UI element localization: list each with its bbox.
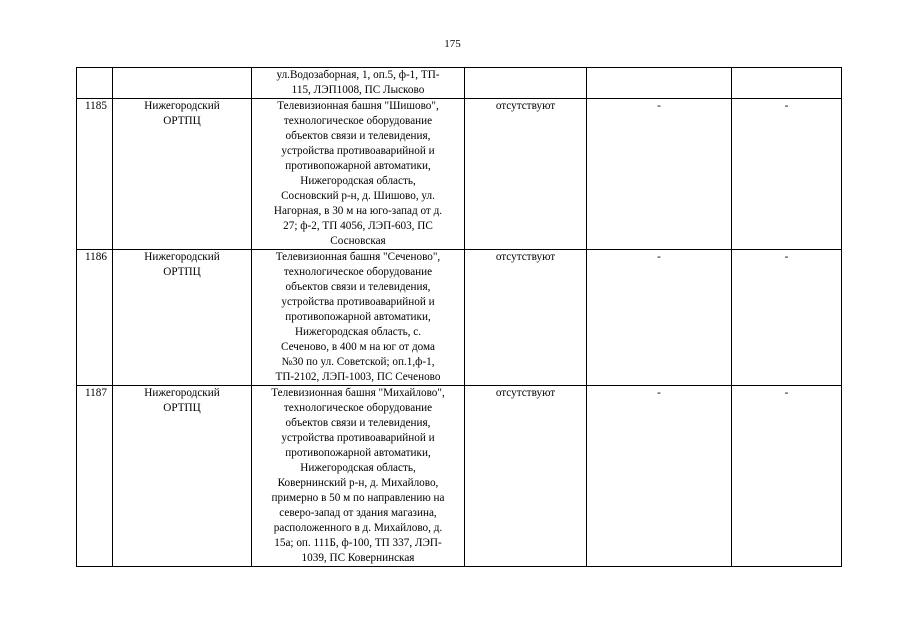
row-number [77, 68, 113, 99]
row-number: 1186 [77, 250, 113, 386]
value-cell: - [732, 99, 842, 250]
description-cell: ул.Водозаборная, 1, оп.5, ф-1, ТП- 115, ЛЭП1008, ПС Лысково [252, 68, 465, 99]
status-cell: отсутствуют [465, 99, 587, 250]
description-cell: Телевизионная башня "Михайлово", технологическое оборудование объектов связи и телевидения, устройства противоаварийной и противопожарной автоматики, Нижегородская область, Ковернинский р-н, д. Михайлово, примерно в 50 м по направлению на северо-запад от здания магазина, расположенного в д. Михайлово, д. 15а; оп. 111Б, ф-100, ТП 337, ЛЭП- 1039, ПС Ковернинская [252, 386, 465, 567]
value-cell: - [732, 250, 842, 386]
value-cell [587, 68, 732, 99]
row-number: 1187 [77, 386, 113, 567]
description-cell: Телевизионная башня "Сеченово", технологическое оборудование объектов связи и телевидения, устройства противоаварийной и противопожарной автоматики, Нижегородская область, с. Сеченово, в 400 м на юг от дома №30 по ул. Советской; оп.1,ф-1, ТП-2102, ЛЭП-1003, ПС Сеченово [252, 250, 465, 386]
row-number: 1185 [77, 99, 113, 250]
status-cell: отсутствуют [465, 250, 587, 386]
value-cell: - [587, 386, 732, 567]
value-cell: - [587, 99, 732, 250]
description-cell: Телевизионная башня "Шишово", технологическое оборудование объектов связи и телевидения, устройства противоаварийной и противопожарной автоматики, Нижегородская область, Сосновский р-н, д. Шишово, ул. Нагорная, в 30 м на юго-запад от д. 27; ф-2, ТП 4056, ЛЭП-603, ПС Сосновская [252, 99, 465, 250]
table-row [77, 250, 842, 386]
value-cell: - [732, 386, 842, 567]
table-row [77, 386, 842, 567]
status-cell [465, 68, 587, 99]
organization-cell: Нижегородский ОРТПЦ [113, 250, 252, 386]
table-row [77, 68, 842, 99]
page-number: 175 [444, 38, 461, 50]
organization-cell [113, 68, 252, 99]
organization-cell: Нижегородский ОРТПЦ [113, 386, 252, 567]
organization-cell: Нижегородский ОРТПЦ [113, 99, 252, 250]
value-cell [732, 68, 842, 99]
table-row [77, 99, 842, 250]
status-cell: отсутствуют [465, 386, 587, 567]
registry-table [76, 67, 842, 567]
value-cell: - [587, 250, 732, 386]
